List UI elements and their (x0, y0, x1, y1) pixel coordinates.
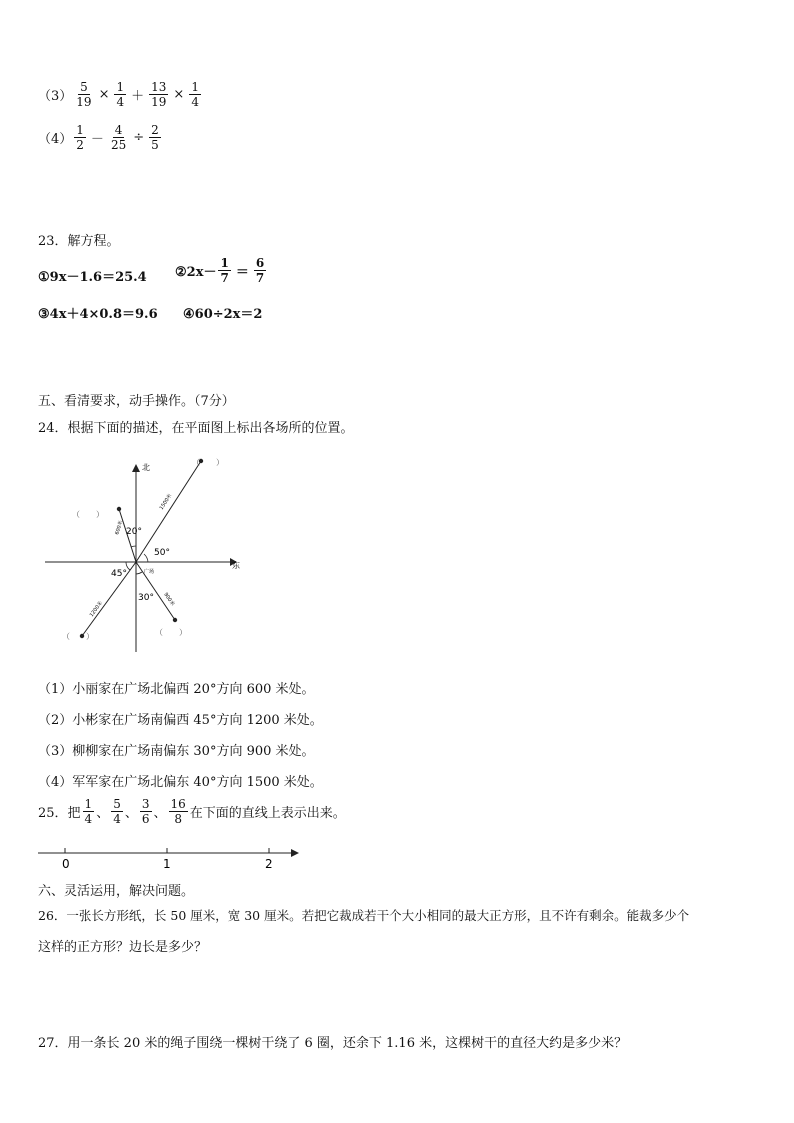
question-26-line-2: 这样的正方形？边长是多少？ (38, 940, 208, 955)
angle-label: 45° (111, 569, 127, 579)
number-line (38, 845, 300, 873)
fraction: $\frac{1}{4}$ (116, 80, 125, 109)
fraction: $\frac{13}{19}$ (151, 80, 167, 109)
separator: 、 (153, 806, 167, 821)
question-23-title: 23．解方程。 (38, 234, 120, 249)
fraction: $\frac{6}{7}$ (255, 256, 265, 285)
fraction: $\frac{1}{4}$ (191, 80, 199, 109)
point-se (173, 618, 177, 622)
angle-arc (144, 554, 148, 562)
question-27: 27．用一条长 20 米的绳子围绕一棵树干绕了 6 圈，还余下 1.16 米，这棵树干的直径大约是多少米？ (38, 1036, 628, 1051)
operator: × (98, 87, 110, 102)
operator: ＋ (131, 89, 145, 104)
fraction: $\frac{1}{4}$ (84, 797, 93, 826)
q24-item: （1）小丽家在广场北偏西 20°方向 600 米处。 (38, 682, 315, 697)
expression-3 (38, 80, 203, 109)
north-arrow-icon (132, 464, 140, 472)
question-25-prefix: 25．把 (38, 806, 81, 821)
q24-item: （2）小彬家在广场南偏西 45°方向 1200 米处。 (38, 713, 323, 728)
arrow-right-icon (291, 849, 299, 857)
distance-label: 600米 (114, 519, 125, 536)
distance-label: 1500米 (158, 492, 174, 512)
east-label: 东 (232, 561, 240, 570)
tick-label: 0 (62, 857, 70, 871)
distance-label: 1200米 (88, 600, 105, 619)
answer-blank[interactable]: （ ） (72, 510, 104, 519)
answer-blank[interactable]: （ ） (192, 458, 224, 467)
north-label: 北 (142, 463, 150, 472)
fraction: $\frac{5}{4}$ (113, 797, 121, 826)
q24-item: （3）柳柳家在广场南偏东 30°方向 900 米处。 (38, 744, 315, 759)
ray-se (136, 562, 175, 620)
question-26-line-1: 26．一张长方形纸，长 50 厘米，宽 30 厘米。若把它裁成若干个大小相同的最大正方形，且不许有剩余。能裁多少个 (38, 908, 690, 923)
equation-2 (175, 256, 268, 285)
question-25 (38, 797, 346, 826)
center-label: 广场 (144, 569, 155, 575)
fraction: $\frac{3}{6}$ (141, 797, 150, 826)
ray-sw (82, 562, 136, 636)
angle-label: 30° (138, 593, 154, 603)
expression-3-label: （3） (38, 89, 73, 104)
q24-item: （4）军军家在广场北偏东 40°方向 1500 米处。 (38, 775, 323, 790)
fraction: $\frac{1}{7}$ (220, 256, 229, 285)
section-6-title: 六、灵活运用，解决问题。 (38, 884, 195, 899)
answer-blank[interactable]: （ ） (155, 628, 187, 637)
equation-1: ①9x－1.6＝25.4 (38, 270, 147, 285)
tick-label: 2 (265, 857, 273, 871)
angle-arc (136, 572, 142, 574)
equation-4: ④60÷2x＝2 (183, 307, 263, 322)
distance-label: 900米 (162, 591, 176, 608)
tick-label: 1 (163, 857, 171, 871)
angle-label: 50° (154, 548, 170, 558)
fraction: $\frac{5}{19}$ (76, 80, 92, 109)
angle-label: 20° (126, 527, 142, 537)
answer-blank[interactable]: （ ） (62, 632, 94, 641)
fraction: $\frac{2}{5}$ (151, 123, 159, 152)
question-25-suffix: 在下面的直线上表示出来。 (189, 806, 346, 821)
fraction: $\frac{1}{2}$ (76, 123, 84, 152)
point-nw (117, 507, 121, 511)
ray-ne (136, 461, 201, 562)
operator: ＝ (235, 265, 249, 280)
separator: 、 (124, 806, 138, 821)
question-24-title: 24．根据下面的描述，在平面图上标出各场所的位置。 (38, 421, 354, 436)
expression-4 (38, 123, 163, 152)
expression-4-label: （4） (38, 132, 73, 147)
separator: 、 (96, 806, 110, 821)
equation-2-left: ②2x－ (175, 265, 217, 280)
operator: ÷ (133, 130, 145, 145)
section-5-title: 五、看清要求，动手操作。（7分） (38, 394, 235, 409)
fraction: $\frac{4}{25}$ (110, 123, 127, 152)
operator: － (90, 132, 104, 147)
angle-arc (131, 546, 136, 547)
equation-3: ③4x＋4×0.8＝9.6 (38, 307, 158, 322)
position-diagram (40, 452, 250, 652)
fraction: $\frac{16}{8}$ (170, 797, 186, 826)
operator: × (173, 87, 185, 102)
